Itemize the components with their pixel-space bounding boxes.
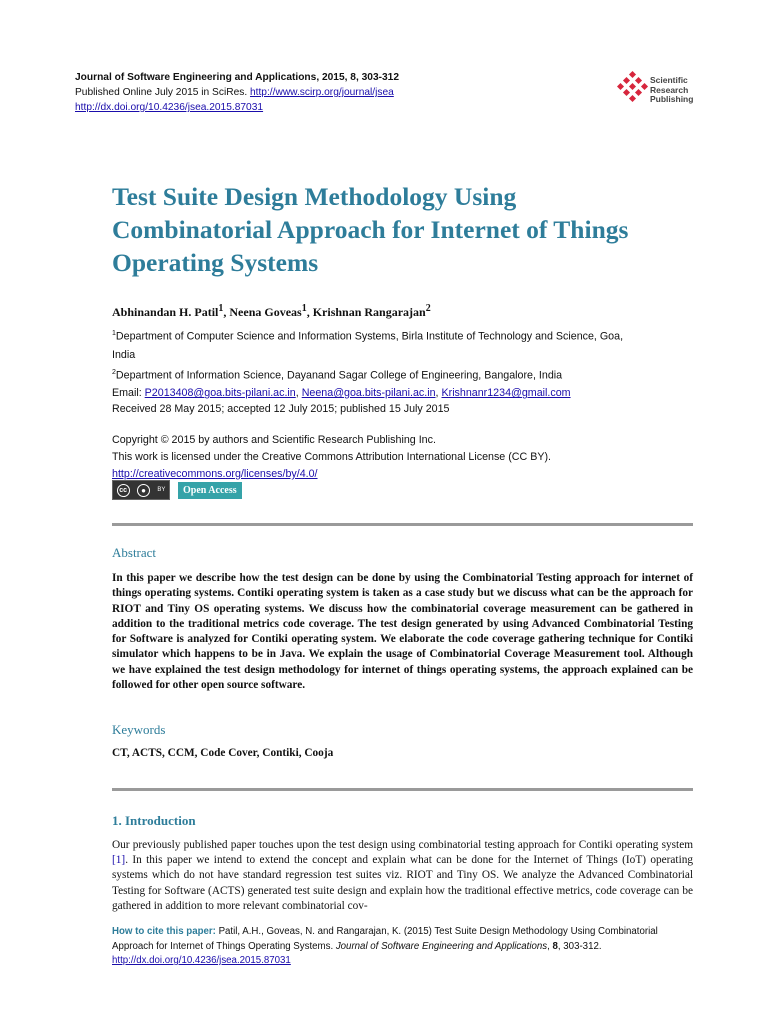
abstract-heading: Abstract [112, 545, 157, 560]
published-prefix: Published Online July 2015 in SciRes. [75, 87, 250, 98]
author-name: Krishnan Rangarajan [312, 305, 426, 319]
citation-label: How to cite this paper: [112, 926, 219, 937]
license-url-link[interactable]: http://creativecommons.org/licenses/by/4.0/ [112, 468, 318, 480]
abstract-text: In this paper we describe how the test design can be done by using the Combinatorial Testing approach for internet of things operating systems. Contiki operating system is taken as a case study but we discuss what can be the approach for RIOT and Tiny OS operating systems. We discuss how the combinatorial coverage measurement can be gathered in addition to the traditional metrics code coverage. The test design generated by using Advanced Combinatorial Testing for Software is analyzed for Contiki operating system. We elaborate the code coverage gathering technique for Contiki simulator which happens to be in Java. We explain the usage of Combinatorial Coverage Measurement tool. Although we have explained the test design methodology for internet of things operating systems, the approach explained can be followed for other open source software. [112, 572, 693, 692]
keywords-text: CT, ACTS, CCM, Code Cover, Contiki, Cooja [112, 747, 334, 759]
affiliation-1: $^1$Department of Computer Science and Information Systems, Birla Institute of Technology and Science, Goa, India [112, 330, 624, 361]
reference-link[interactable]: [1] [112, 854, 126, 867]
received-dates: Received 28 May 2015; accepted 12 July 2015; published 15 July 2015 [112, 403, 450, 415]
license-line: This work is licensed under the Creative Commons Attribution International License (CC BY). [112, 451, 551, 463]
logo-wordmark: Scientific Research Publishing [650, 75, 694, 104]
published-line [75, 85, 399, 100]
introduction-heading: 1. Introduction [112, 813, 196, 828]
author-list: Abhinandan H. Patil$^1$, Neena Goveas$^1$, Krishnan Rangarajan$^2$ [112, 303, 431, 319]
journal-header [75, 70, 399, 115]
citation-doi-link[interactable]: http://dx.doi.org/10.4236/jsea.2015.87031 [112, 955, 291, 966]
keywords-heading: Keywords [112, 722, 166, 737]
introduction-text: Our previously published paper touches upon the test design using combinatorial testing approach for Contiki operating system [1]. In this paper we intend to extend the concept and explain what can be done for the Internet of Things (IoT) operating systems which do not have standard regression test suites viz. RIOT and Tiny OS. We analyze the Advanced Combinatorial Testing for Software (ACTS) generated test suite design and explain how the traditional effective metrics, code coverage can be gathered in addition to more relevant combinatorial cov- [112, 839, 693, 912]
author-name: Neena Goveas [229, 305, 302, 319]
citation-journal: Journal of Software Engineering and Applications [335, 940, 548, 952]
email-link[interactable]: P2013408@goa.bits-pilani.ac.in [144, 387, 296, 400]
section-divider [112, 523, 693, 526]
copyright-line: Copyright © 2015 by authors and Scientific Research Publishing Inc. [112, 434, 436, 446]
citation-box: How to cite this paper: Patil, A.H., Goveas, N. and Rangarajan, K. (2015) Test Suite Design Methodology Using Combinatorial Approach for Internet of Things Operating Systems. Journal of Software Engineering and Applications, 8, 303-312. http://dx.doi.org/10.4236/jsea.2015.87031 [112, 926, 658, 966]
section-divider [112, 788, 693, 791]
header-doi-link[interactable]: http://dx.doi.org/10.4236/jsea.2015.87031 [75, 102, 264, 113]
paper-title: Test Suite Design Methodology Using Combinatorial Approach for Internet of Things Operating Systems [112, 182, 629, 277]
license-badges [112, 480, 242, 500]
email-link[interactable]: Neena@goa.bits-pilani.ac.in [301, 387, 436, 400]
journal-citation-line: Journal of Software Engineering and Applications, 2015, 8, 303-312 [75, 72, 400, 83]
open-access-badge: Open Access [178, 482, 242, 499]
journal-url-link[interactable]: http://www.scirp.org/journal/jsea [249, 87, 394, 98]
scirp-diamond-icon [617, 70, 649, 110]
scirp-logo [617, 70, 707, 110]
cc-by-icon[interactable]: cc ● BY [112, 480, 170, 500]
author-name: Abhinandan H. Patil [112, 305, 219, 319]
email-link[interactable]: Krishnanr1234@gmail.com [441, 387, 571, 400]
email-line: Email: P2013408@goa.bits-pilani.ac.in, Neena@goa.bits-pilani.ac.in, Krishnanr1234@gmail.com [112, 387, 571, 400]
affiliation-2: $^2$Department of Information Science, Dayanand Sagar College of Engineering, Bangalore, India [112, 368, 563, 382]
affiliations [112, 325, 632, 402]
copyright-block [112, 432, 551, 483]
